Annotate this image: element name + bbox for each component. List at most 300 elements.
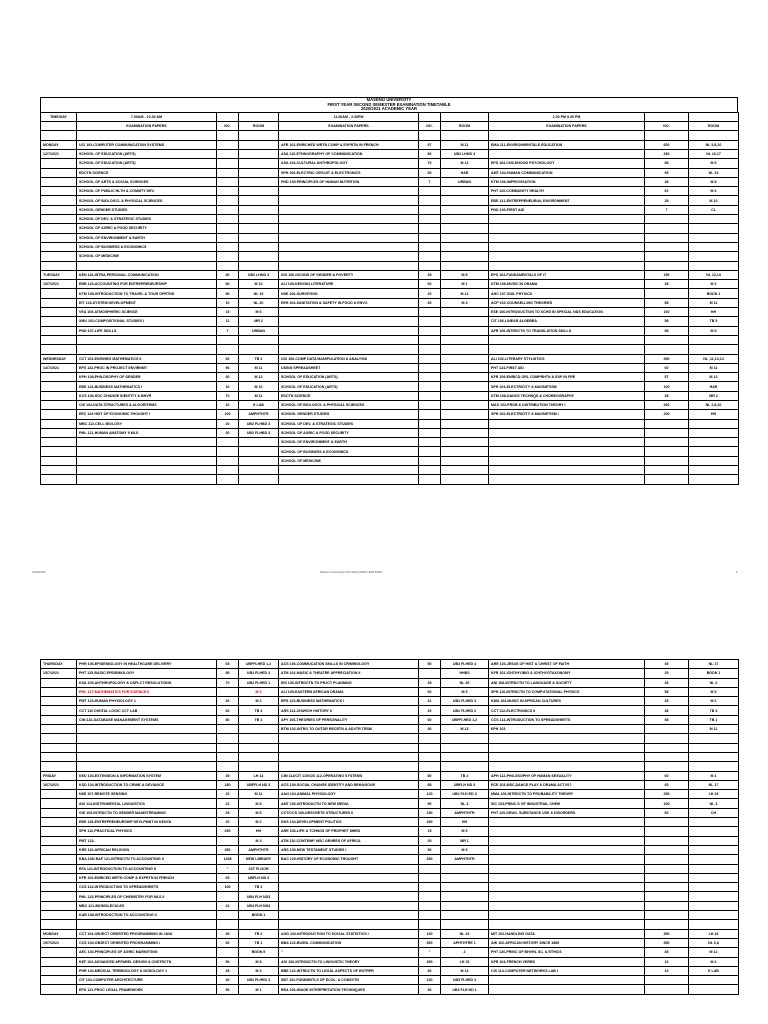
paper-cell: NSE 107-REMOTE SENSING	[77, 790, 217, 799]
room-cell	[689, 892, 739, 901]
table-row	[41, 363, 739, 372]
day-cell	[41, 827, 77, 836]
paper-cell: AAN 104-ANIMAL PHYSIOLOGY	[279, 790, 419, 799]
room-cell	[441, 873, 489, 882]
room-cell: M 4	[689, 957, 739, 966]
room-header: ROOM	[441, 122, 489, 131]
day-cell	[41, 883, 77, 892]
paper-cell: SCHOOL OF ENVIRONMENT & EARTH	[279, 438, 419, 447]
count-cell	[419, 187, 441, 196]
count-cell: 7	[419, 177, 441, 186]
count-cell: 260	[645, 400, 689, 409]
room-cell	[689, 475, 739, 484]
count-cell	[419, 354, 441, 363]
paper-cell: SPH 102-ELECTRICITY & MAGNETISM I	[489, 410, 645, 419]
day-cell	[41, 187, 77, 196]
count-cell: 20	[419, 706, 441, 715]
count-cell: 10	[217, 298, 239, 307]
paper-cell	[279, 892, 419, 901]
paper-cell: PHT 120-DRUG, SUBSTANCE USE & DISORDERS	[489, 808, 645, 817]
count-cell	[419, 326, 441, 335]
paper-cell: KTM 108-MUSIC IN DRAMA	[489, 280, 645, 289]
paper-cell	[489, 883, 645, 892]
room-cell	[239, 752, 279, 761]
paper-cell: MBC 121-BIOMOLECULES	[77, 901, 217, 910]
count-cell	[419, 215, 441, 224]
day-cell	[41, 818, 77, 827]
count-cell	[217, 252, 239, 261]
paper-cell: KSA 105-ANTHROPOLOGY & CNFLCT RESOLUTIONS	[77, 678, 217, 687]
count-cell: 60	[419, 280, 441, 289]
count-cell	[645, 743, 689, 752]
room-cell	[689, 438, 739, 447]
paper-cell	[77, 725, 217, 734]
room-cell	[689, 836, 739, 845]
paper-cell: EBB 123-ACCOUNTING FOR ENTREPRENEURSHIP	[77, 280, 217, 289]
count-cell	[419, 308, 441, 317]
count-cell	[419, 233, 441, 242]
room-cell: APHTHTRE 1	[441, 938, 489, 947]
count-cell: 7	[217, 326, 239, 335]
room-cell	[689, 985, 739, 994]
count-cell: 100	[217, 410, 239, 419]
room-cell: UBFLH ND 3	[441, 780, 489, 789]
day-cell	[41, 335, 77, 344]
room-cell: TB 2	[239, 929, 279, 938]
count-cell: 350	[217, 845, 239, 854]
count-cell: 10	[645, 966, 689, 975]
paper-cell	[279, 308, 419, 317]
count-cell	[645, 215, 689, 224]
count-cell	[419, 864, 441, 873]
timetable-body-1	[41, 140, 739, 484]
room-cell	[689, 224, 739, 233]
count-cell: 250	[419, 957, 441, 966]
day-cell	[41, 215, 77, 224]
count-cell	[419, 410, 441, 419]
count-cell	[645, 920, 689, 929]
paper-cell	[489, 149, 645, 158]
paper-cell: PND 105-PRINCIPLES OF HUMAN NUTRITION	[279, 177, 419, 186]
paper-cell: ALI 109-EASTERN AFRICAN DRAMA	[279, 687, 419, 696]
no-header: NO.	[217, 122, 239, 131]
room-cell: M 2	[239, 818, 279, 827]
paper-cell: MMA 106-INTRDCTN TO PROBABILITY THEORY	[489, 790, 645, 799]
room-cell	[239, 215, 279, 224]
room-cell	[441, 752, 489, 761]
timetable-header	[40, 97, 738, 112]
room-cell: TB 4	[239, 706, 279, 715]
paper-cell	[489, 456, 645, 465]
papers-header: EXAMINATION PAPERS	[77, 122, 217, 131]
count-cell	[645, 428, 689, 437]
paper-cell	[489, 911, 645, 920]
table-row	[41, 149, 739, 158]
count-cell: 120	[419, 790, 441, 799]
paper-cell: ALI 108-KENYAN LITERATURE	[279, 280, 419, 289]
room-cell: AMPHTHTR	[441, 808, 489, 817]
room-cell	[239, 233, 279, 242]
count-cell: 80	[217, 715, 239, 724]
count-cell: 65	[217, 873, 239, 882]
paper-cell: CCT/CCS 106-DESCRETE STRUCTURES II	[279, 808, 419, 817]
count-cell: 350	[645, 929, 689, 938]
table-row	[41, 864, 739, 873]
count-cell: 60	[419, 687, 441, 696]
room-cell: 1ST FLOOR	[239, 864, 279, 873]
room-cell: HAR	[689, 382, 739, 391]
table-row	[41, 205, 739, 214]
paper-cell: KFR 109-ENRICD ORL COMPRHTN & EXP IN FRE	[489, 373, 645, 382]
count-cell: 58	[645, 317, 689, 326]
room-cell	[441, 475, 489, 484]
room-cell: NL 3	[689, 799, 739, 808]
room-cell: NL 19	[441, 929, 489, 938]
paper-cell: SCHOOL OF AGRIC & FOOD SECURITY	[77, 224, 217, 233]
count-cell: 30	[419, 966, 441, 975]
count-cell	[217, 920, 239, 929]
paper-cell	[279, 205, 419, 214]
paper-cell	[489, 864, 645, 873]
paper-cell: GIS 103-INTRDCTN TO GENDER MAINSTREAMING	[77, 808, 217, 817]
paper-cell	[489, 447, 645, 456]
room-cell	[441, 326, 489, 335]
paper-cell	[279, 734, 419, 743]
room-cell	[441, 373, 489, 382]
paper-cell: EPH 103	[489, 725, 645, 734]
timetable-title: FIRST YEAR SECOND SEMESTER EXAMINATION TIMETABLE	[327, 101, 451, 107]
count-cell	[217, 187, 239, 196]
room-cell: UB3 FLHED 3	[441, 976, 489, 985]
paper-cell: ARE 106-LIFE & TCHNGS OF PROPHET MHED	[279, 827, 419, 836]
table-row	[41, 280, 739, 289]
count-cell	[645, 818, 689, 827]
count-cell: 250	[419, 818, 441, 827]
count-cell	[645, 734, 689, 743]
table-row	[41, 187, 739, 196]
paper-cell	[77, 743, 217, 752]
count-cell	[217, 734, 239, 743]
day-cell	[41, 233, 77, 242]
room-cell	[441, 466, 489, 475]
day-cell	[41, 159, 77, 168]
room-cell	[239, 168, 279, 177]
day-cell	[41, 725, 77, 734]
day-cell	[41, 752, 77, 761]
count-cell: 70	[419, 159, 441, 168]
day-cell	[41, 242, 77, 251]
day-cell	[41, 345, 77, 354]
paper-cell: EIS 106-INTRDCTN TO PRJCT PLANNING	[279, 678, 419, 687]
room-cell: M 11	[689, 298, 739, 307]
day-cell	[41, 864, 77, 873]
room-cell: M 5	[239, 808, 279, 817]
paper-cell	[77, 438, 217, 447]
paper-cell: CCT 104-OBJECT ORIENTED PROGRAMMING IN JAVA	[77, 929, 217, 938]
paper-cell	[279, 864, 419, 873]
day-cell	[41, 382, 77, 391]
paper-cell: UCI 103-COMPUTER COMMUNICATION SYSTEMS	[77, 140, 217, 149]
timetable-page-2	[40, 659, 738, 995]
day-cell	[41, 920, 77, 929]
room-cell: UB3 FLH ND 1	[441, 985, 489, 994]
paper-cell: EDCTN SCIENCE	[279, 391, 419, 400]
room-cell: NL 2	[689, 678, 739, 687]
count-cell	[419, 224, 441, 233]
room-cell: M 5	[689, 326, 739, 335]
paper-cell: AHI 102-AFRICAN HISTORY SINCE 1885	[489, 938, 645, 947]
paper-cell: AKI 114-INSTRUMENTAL LINGUISTICS	[77, 799, 217, 808]
paper-cell: KBA 108/ BAF 121-INTRDCTN TO ACCOUNTING II	[77, 855, 217, 864]
count-cell: 35	[217, 771, 239, 780]
count-cell: 250	[419, 855, 441, 864]
day-cell	[41, 410, 77, 419]
table-row	[41, 373, 739, 382]
room-cell	[441, 911, 489, 920]
count-cell	[645, 901, 689, 910]
paper-cell: KAB 108-INTRODUCTION TO ACCOUNTING II	[77, 911, 217, 920]
room-cell	[441, 734, 489, 743]
room-cell: NL 5,8,10	[689, 140, 739, 149]
paper-cell: EEC 124 HIST OF ECONOMIC THOUGHT I	[77, 410, 217, 419]
room-cell	[239, 242, 279, 251]
count-cell: 96	[217, 363, 239, 372]
table-row	[41, 261, 739, 270]
paper-cell: SPH 104-ELECTRICITY & MAGNETISM	[489, 382, 645, 391]
room-cell	[441, 317, 489, 326]
count-cell	[645, 855, 689, 864]
day-cell	[41, 855, 77, 864]
count-cell: 85	[217, 669, 239, 678]
paper-cell: CIT 106-LINEAR ALGEBRA	[489, 317, 645, 326]
room-cell	[441, 883, 489, 892]
paper-cell: KTM 108-DANCE TECHNQS & CHOREOGRAPHY	[489, 391, 645, 400]
timetable-table-1	[40, 112, 739, 485]
count-cell	[217, 149, 239, 158]
table-row	[41, 855, 739, 864]
day-cell	[41, 289, 77, 298]
paper-cell: CCT 110 DIGITAL LOGIC CCT LAB	[77, 706, 217, 715]
footer-page-number: 1	[736, 570, 738, 574]
count-cell: 30	[419, 298, 441, 307]
table-row	[41, 215, 739, 224]
table-row	[41, 836, 739, 845]
count-cell: 85	[419, 780, 441, 789]
room-header: ROOM	[239, 122, 279, 131]
count-cell	[217, 836, 239, 845]
count-cell	[217, 743, 239, 752]
room-cell: TB 2	[441, 771, 489, 780]
slot-2-time: 11.00AM - 2.00PM	[279, 112, 419, 121]
paper-cell: PHT 124-FIRST AID	[489, 363, 645, 372]
count-cell	[645, 261, 689, 270]
no-header: NO.	[419, 122, 441, 131]
count-cell	[217, 205, 239, 214]
paper-cell: BEA 106-IMAGE INTERPRETATION TECHNIQUES	[279, 985, 419, 994]
room-cell: M 11	[689, 363, 739, 372]
count-cell: 100	[217, 883, 239, 892]
room-cell	[239, 177, 279, 186]
count-cell	[645, 836, 689, 845]
paper-cell	[279, 187, 419, 196]
paper-cell: EBE 125-ENTREPRENEURSHIP DEVLPMNT IN KENYA	[77, 818, 217, 827]
count-cell: 200	[645, 410, 689, 419]
count-cell: 90	[419, 799, 441, 808]
room-cell	[441, 400, 489, 409]
paper-cell: KFR 102-ICHTHYOBIO & ICHTHYOTAXONOMY	[489, 669, 645, 678]
paper-cell: AMT 106-INTRODUCTN TO NEW MEDIA	[279, 799, 419, 808]
paper-cell: SCHOOL OF BIOLOGCL & PHYSICAL SCIENCES	[279, 400, 419, 409]
room-cell	[239, 920, 279, 929]
count-cell	[645, 438, 689, 447]
room-cell: UB2 LHND 3	[239, 270, 279, 279]
room-cell	[239, 345, 279, 354]
table-row	[41, 224, 739, 233]
count-cell: 50	[419, 845, 441, 854]
count-cell: 28	[645, 678, 689, 687]
room-cell	[239, 252, 279, 261]
time-slot-row	[41, 112, 739, 121]
room-cell: UB4 FLH ND3	[239, 892, 279, 901]
room-cell	[689, 428, 739, 437]
count-cell: 1208	[217, 855, 239, 864]
room-cell	[441, 205, 489, 214]
room-cell: HHBS	[441, 669, 489, 678]
room-cell	[441, 438, 489, 447]
count-cell	[419, 261, 441, 270]
paper-cell: SCHOOL OF EDUCATION (ARTS)	[279, 373, 419, 382]
paper-cell: PML 127-MATHEMATICS FOR SCIENCE II	[77, 687, 217, 696]
count-cell	[419, 762, 441, 771]
count-cell: 7	[645, 205, 689, 214]
paper-cell: KEF 102-ADVANCED APPAREL DESIGN & CNSTRCTN	[77, 957, 217, 966]
table-row	[41, 456, 739, 465]
paper-cell: MAS 102-PROB & DISTRIBUTION THEORY I	[489, 400, 645, 409]
paper-cell: SPH 106-ELECTRIC CIRCUIT & ELECTRONICS	[279, 168, 419, 177]
room-cell	[441, 419, 489, 428]
table-row	[41, 873, 739, 882]
room-cell: UBFFLH ND 3	[239, 780, 279, 789]
count-cell	[217, 215, 239, 224]
count-cell	[419, 669, 441, 678]
count-cell	[419, 752, 441, 761]
room-cell: M 11	[239, 363, 279, 372]
room-cell: M 11	[441, 140, 489, 149]
day-cell	[41, 734, 77, 743]
count-cell	[419, 335, 441, 344]
day-cell	[41, 762, 77, 771]
column-header-row	[41, 122, 739, 131]
paper-cell	[489, 475, 645, 484]
paper-cell: ACS 106-COMMUCATION SKILLS IN CRIMINOLOGY	[279, 660, 419, 669]
day-cell	[41, 808, 77, 817]
table-row	[41, 438, 739, 447]
room-cell	[689, 447, 739, 456]
count-cell: 150	[419, 808, 441, 817]
table-row	[41, 892, 739, 901]
room-cell	[239, 224, 279, 233]
count-cell	[419, 242, 441, 251]
day-cell	[41, 447, 77, 456]
count-cell	[645, 725, 689, 734]
room-cell: M 13	[441, 966, 489, 975]
count-cell	[217, 456, 239, 465]
paper-cell: ALI 102-LITERARY STYLISTICS	[489, 354, 645, 363]
count-cell: 30	[419, 985, 441, 994]
paper-cell: EPS 122-PROC IN PROJECT ENVIRNMT	[77, 363, 217, 372]
room-cell: UBFLH ND 3	[239, 873, 279, 882]
room-cell	[689, 335, 739, 344]
count-cell: 58	[645, 715, 689, 724]
paper-cell: KTM 108-INTRODUCTION TO TRAVEL & TOUR OPRTNS	[77, 289, 217, 298]
room-cell: MR 1	[441, 836, 489, 845]
paper-cell: CIS 102-DATA STRUCTURES & ALGORITHMS	[77, 400, 217, 409]
room-cell: UB4 FLH ND3	[239, 901, 279, 910]
paper-cell: CIS 114-COMPUTER NETWORKS LAB I	[489, 966, 645, 975]
room-cell	[441, 187, 489, 196]
room-cell	[689, 242, 739, 251]
table-row	[41, 743, 739, 752]
paper-cell: EDCTN SCIENCE	[77, 168, 217, 177]
table-row	[41, 410, 739, 419]
paper-cell	[279, 466, 419, 475]
count-cell	[645, 345, 689, 354]
room-cell	[239, 335, 279, 344]
slot-3-time: 2.30 PM 5.30 PM	[489, 112, 645, 121]
count-cell	[217, 159, 239, 168]
paper-cell: ECE 103-MSC,DANCE PLAY & DRAMA ACTVS?	[489, 780, 645, 789]
room-cell: AMPHTHTR	[239, 845, 279, 854]
count-cell	[645, 752, 689, 761]
table-row	[41, 938, 739, 947]
count-cell: 80	[217, 289, 239, 298]
table-row	[41, 790, 739, 799]
count-cell: "	[217, 864, 239, 873]
paper-cell: ANI 108-INTRDCTN TO LANGUAGE & SOCIETY	[489, 678, 645, 687]
paper-cell	[279, 252, 419, 261]
paper-cell: PML 121-HUMAN ANATOMY II MLS	[77, 428, 217, 437]
room-cell: UB2 FLHED 4	[239, 669, 279, 678]
room-cell: M 11	[239, 790, 279, 799]
room-cell	[689, 864, 739, 873]
room-cell	[441, 335, 489, 344]
paper-cell: PHT 120-COMMUNITY HEALTH	[489, 187, 645, 196]
table-row	[41, 920, 739, 929]
paper-cell: DDS 104-DEVELOPMENT POLITICS	[279, 818, 419, 827]
count-cell	[419, 901, 441, 910]
paper-cell	[489, 224, 645, 233]
paper-cell: PHR 106-EPIDEMIOLOGY IN HEALTHCARE DELIVERY	[77, 660, 217, 669]
count-cell: 40	[217, 976, 239, 985]
count-cell: 60	[645, 808, 689, 817]
count-cell: 45	[217, 966, 239, 975]
paper-cell: SCHOOL OF MEDICINE	[279, 456, 419, 465]
room-cell: NL 3	[441, 799, 489, 808]
paper-cell: SPH 110-INTRDCTN TO COMPUTATIONAL PHYSICS	[489, 687, 645, 696]
count-cell: 65	[645, 780, 689, 789]
room-cell	[239, 456, 279, 465]
count-cell: 60	[419, 715, 441, 724]
paper-cell: CCT 112-ELECTRONICS II	[489, 706, 645, 715]
count-cell: 100	[645, 799, 689, 808]
paper-cell	[279, 743, 419, 752]
count-cell: 57	[645, 373, 689, 382]
day-cell	[41, 373, 77, 382]
paper-cell	[489, 261, 645, 270]
table-row	[41, 818, 739, 827]
count-cell	[217, 242, 239, 251]
count-cell	[217, 687, 239, 696]
